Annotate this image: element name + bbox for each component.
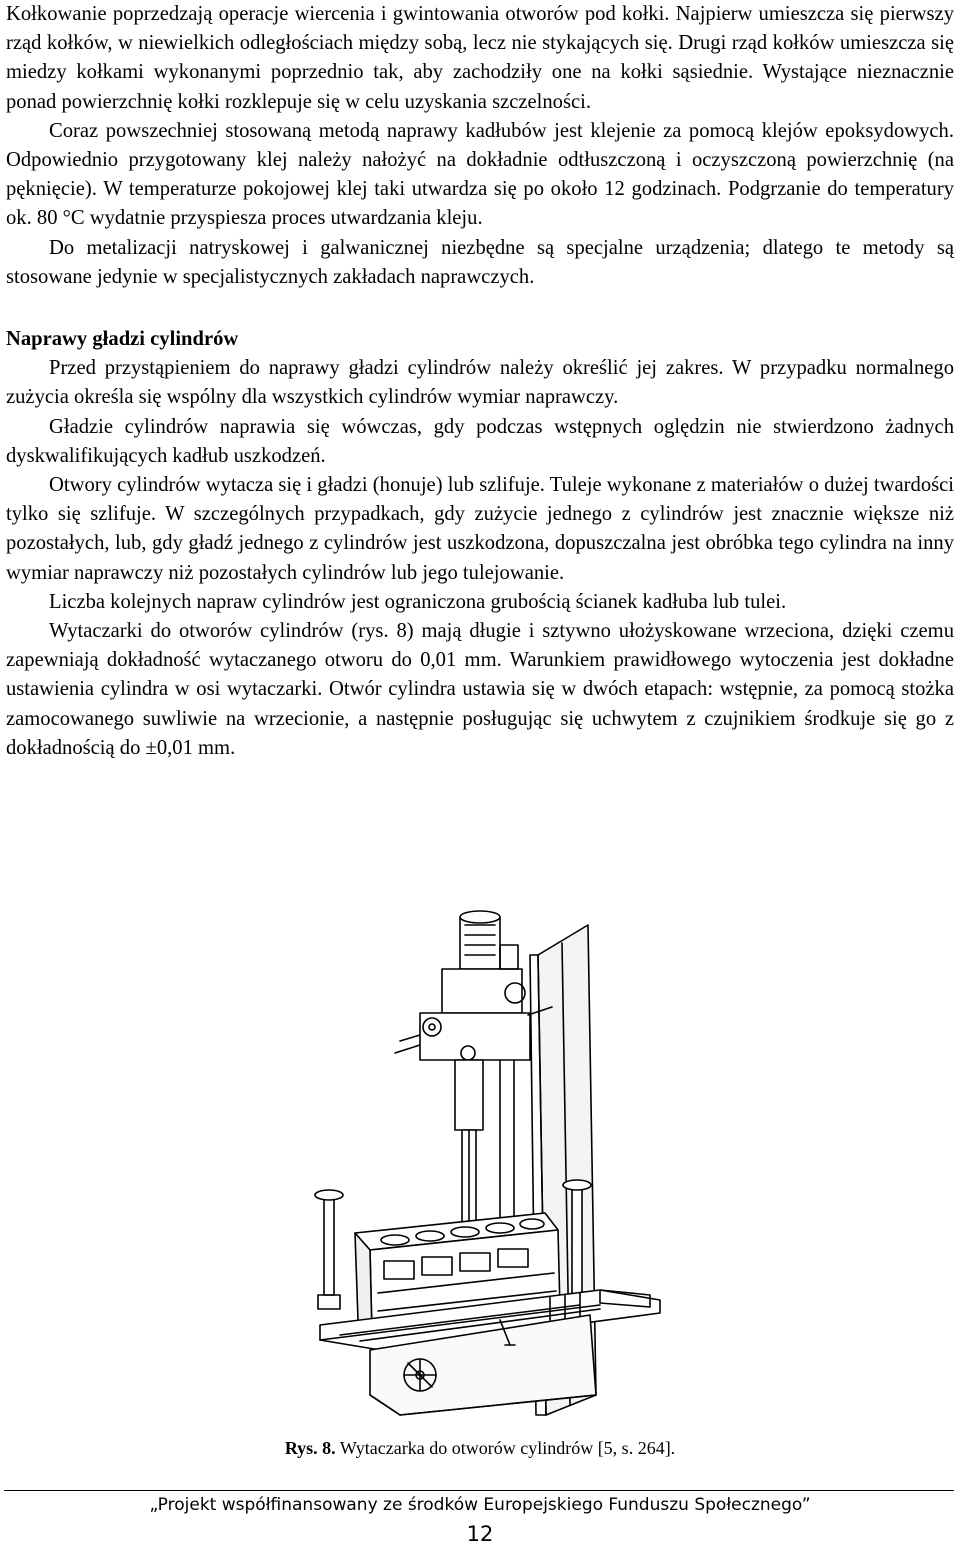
section-paragraphs [6,354,954,763]
figure-caption-text: Wytaczarka do otworów cylindrów [5, s. 264]. [335,1438,676,1458]
paragraph-dowels: Kołkowanie poprzedzają operacje wiercenia i gwintowania otworów pod kołki. Najpierw umieszcza się pierwszy rząd kołków, w niewielkich odległościach między sobą, lecz nie stykających się. Drugi rząd kołków umieszcza się miedzy kołkami wykonanymi poprzednio tak, aby zachodziły one na kołki sąsiednie. Wystające nieznacznie ponad powierzchnię kołki rozklepuje się w celu uzyskania szczelności. [6,3,954,113]
paragraph-epoxy: Coraz powszechniej stosowaną metodą naprawy kadłubów jest klejenie za pomocą klejów epoksydowych. Odpowiednio przygotowany klej należy nałożyć na dokładnie odtłuszczoną i oczyszczoną powierzchnię (na pęknięcie). W temperaturze pokojowej klej taki utwardza się po około 12 godzinach. Podgrzanie do temperatury ok. 80 °C wydatnie przyspiesza proces utwardzania kleju. [6,119,954,230]
footer-divider [4,1490,954,1491]
paragraph-inspection: Gładzie cylindrów naprawia się wówczas, gdy podczas wstępnych oględzin nie stwierdzono żadnych dyskwalifikujących kadłub uszkodzeń. [6,415,954,467]
paragraph-boring-machines: Wytaczarki do otworów cylindrów (rys. 8) mają długie i sztywno ułożyskowane wrzeciona, dzięki czemu zapewniają dokładność wytaczanego otworu do 0,01 mm. Warunkiem prawidłowego wytoczenia jest dokładne ustawienia cylindra w osi wytaczarki. Otwór cylindra ustawia się w dwóch etapach: wstępnie, za pomocą stożka zamocowanego suwliwie na wrzecionie, a następnie posługując się uchwytem z czujnikiem środkuje się go z dokładnością do ±0,01 mm. [6,620,954,759]
paragraph-metallization: Do metalizacji natryskowej i galwanicznej niezbędne są specjalne urządzenia; dlatego te metody są stosowane jedynie w specjalistycznych zakładach naprawczych. [6,236,954,288]
section-heading: Naprawy gładzi cylindrów [6,328,239,351]
document-body [6,0,954,763]
boring-machine-illustration [300,895,960,1425]
page-number: 12 [466,1522,494,1546]
footer-text: „Projekt współfinansowany ze środków Europejskiego Funduszu Społecznego” [149,1495,811,1515]
paragraph-repair-count: Liczba kolejnych napraw cylindrów jest ograniczona grubością ścianek kadłuba lub tulei. [49,590,787,613]
figure-caption [0,1436,960,1460]
paragraph-boring: Otwory cylindrów wytacza się i gładzi (honuje) lub szlifuje. Tuleje wykonane z materiałów o dużej twardości tylko się szlifuje. W szczególnych przypadkach, gdy zużycie jednego z cylindrów jest znacznie większe niż pozostałych, lub, gdy gładź jednego z cylindrów jest uszkodzona, dopuszczalna jest obróbka tego cylindra na inny wymiar naprawczy niż pozostałych cylindrów lub jego tulejowanie. [6,474,954,584]
figure-label: Rys. 8. [284,1438,336,1458]
paragraph-scope: Przed przystąpieniem do naprawy gładzi cylindrów należy określić jej zakres. W przypadku normalnego zużycia określa się wspólny dla wszystkich cylindrów wymiar naprawczy. [6,357,954,409]
top-paragraphs [6,0,954,292]
